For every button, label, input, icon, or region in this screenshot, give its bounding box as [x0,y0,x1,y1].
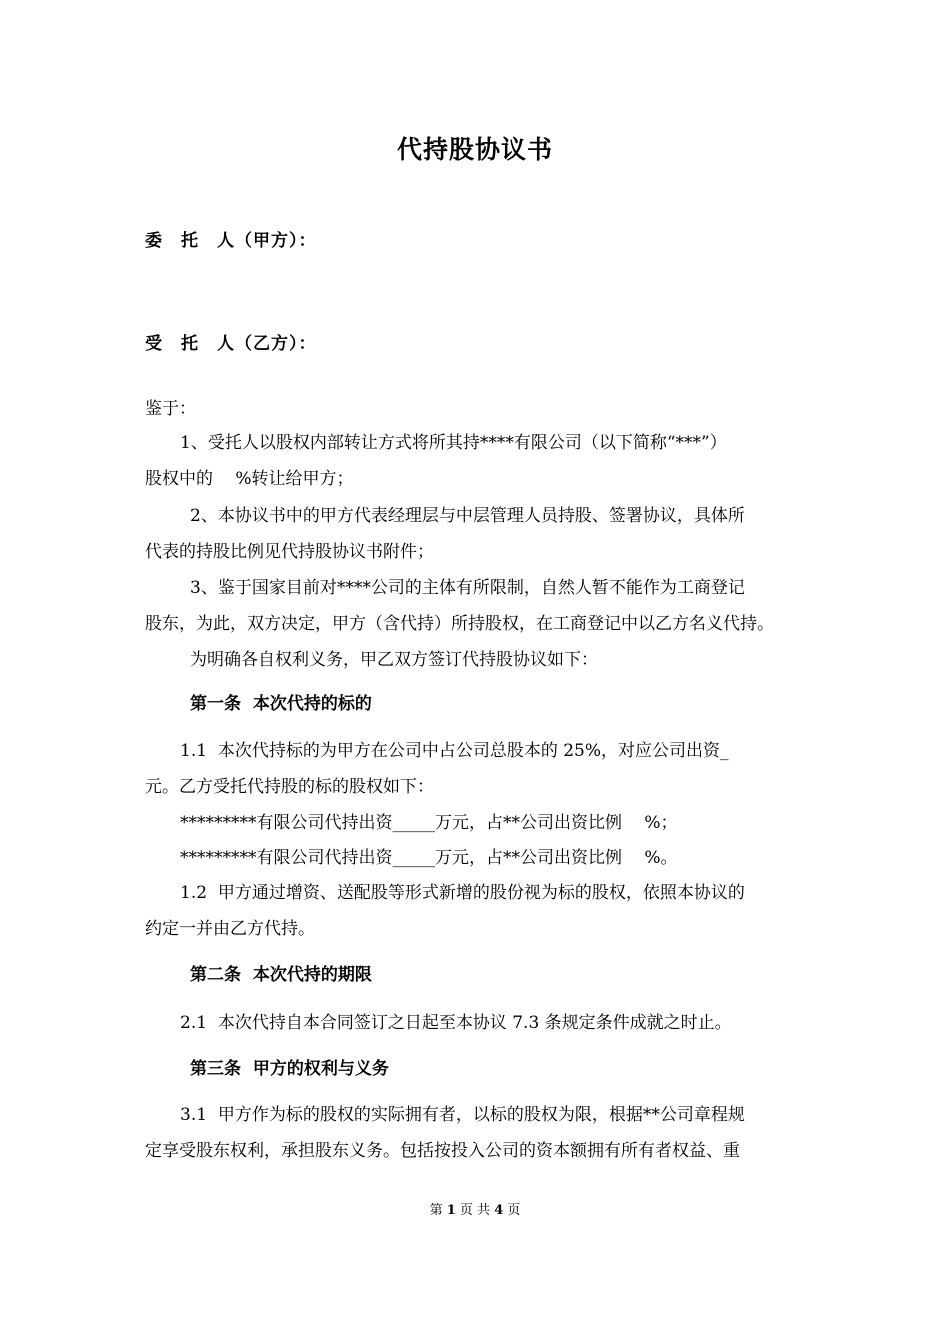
whereas-label: 鉴于： [145,399,196,419]
recital-2-line-2: 代表的持股比例见代持股协议书附件； [145,542,434,562]
clause-1-1-item-1: *********有限公司代持出资_____万元，占**公司出资比例 %； [180,813,678,833]
party-b-label: 受 托 人（乙方）： [145,334,317,354]
document-title: 代持股协议书 [396,135,553,164]
footer-total-pages: 4 [494,1203,504,1218]
footer-prefix: 第 [429,1203,443,1218]
clause-2-1: 2.1 本次代持自本合同签订之日起至本协议 7.3 条规定条件成就之时止。 [180,1013,732,1033]
clause-3-1-line-1: 3.1 甲方作为标的股权的实际拥有者，以标的股权为限，根据**公司章程规 [180,1105,745,1125]
clause-1-2-line-1: 1.2 甲方通过增资、送配股等形式新增的股份视为标的股权，依照本协议的 [180,883,745,903]
clause-1-1-item-2: *********有限公司代持出资_____万元，占**公司出资比例 %。 [180,848,678,868]
footer-suffix: 页 [507,1203,521,1218]
clause-1-1-line-1: 1.1 本次代持标的为甲方在公司中占公司总股本的 25%，对应公司出资_ [180,741,729,761]
footer-page-number: 1 [446,1203,456,1218]
article-2-heading: 第二条 本次代持的期限 [190,965,372,985]
recital-3-line-2: 股东，为此，双方决定，甲方（含代持）所持股权，在工商登记中以乙方名义代持。 [145,614,774,634]
article-1-heading: 第一条 本次代持的标的 [190,694,372,714]
recital-3-line-1: 3、鉴于国家目前对****公司的主体有所限制，自然人暂不能作为工商登记 [190,578,745,598]
recital-1-line-2: 股权中的 %转让给甲方； [145,469,354,489]
clause-3-1-line-2: 定享受股东权利，承担股东义务。包括按投入公司的资本额拥有所有者权益、重 [145,1141,740,1161]
article-3-heading: 第三条 甲方的权利与义务 [190,1059,389,1079]
clause-1-2-line-2: 约定一并由乙方代持。 [145,919,315,939]
footer-mid: 页 共 [459,1203,491,1218]
clause-1-1-line-2: 元。乙方受托代持股的标的股权如下： [145,777,434,797]
recital-purpose: 为明确各自权利义务，甲乙双方签订代持股协议如下： [190,650,598,670]
page-footer [0,1199,950,1218]
recital-2-line-1: 2、本协议书中的甲方代表经理层与中层管理人员持股、签署协议，具体所 [190,506,745,526]
party-a-label: 委 托 人（甲方）： [145,231,317,251]
recital-1-line-1: 1、受托人以股权内部转让方式将所其持****有限公司（以下简称“***”） [180,433,727,453]
